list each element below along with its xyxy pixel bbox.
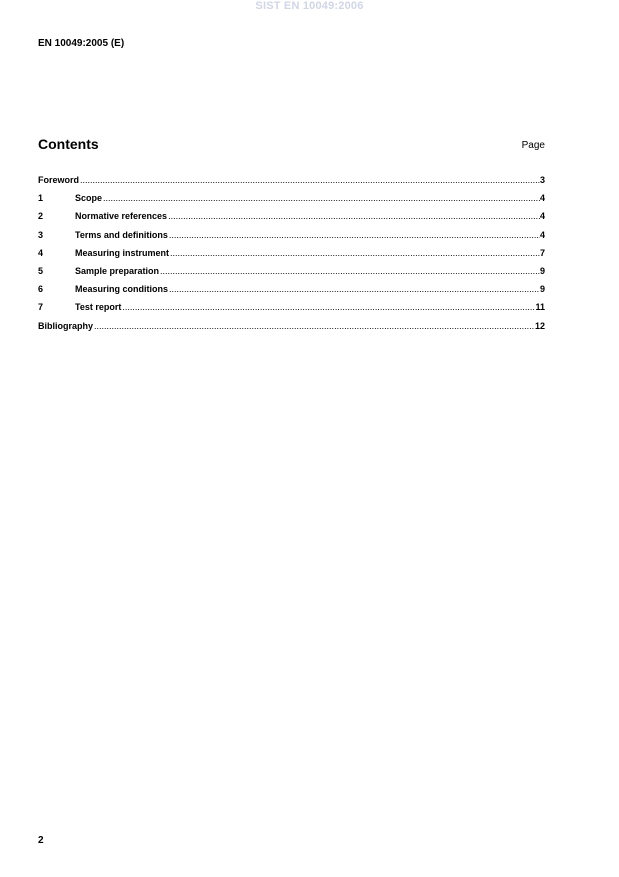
toc-entry-page: 9	[539, 265, 545, 276]
dot-leader	[169, 247, 540, 259]
dot-leader	[167, 210, 540, 222]
dot-leader	[79, 174, 540, 186]
toc-entry-normative-references[interactable]	[38, 210, 545, 228]
toc-entry-page: 12	[534, 320, 545, 331]
toc-entry-number: 1	[38, 193, 44, 204]
document-id-header: EN 10049:2005 (E)	[38, 38, 125, 49]
toc-entry-title: Terms and definitions	[75, 229, 168, 240]
toc-entry-title: Measuring instrument	[75, 247, 170, 258]
toc-entry-number: 7	[38, 302, 44, 313]
dot-leader	[168, 283, 540, 295]
toc-entry-page: 3	[539, 175, 545, 185]
toc-entry-page: 11	[535, 302, 545, 313]
dot-leader	[102, 192, 540, 204]
toc-entry-bibliography[interactable]	[38, 320, 545, 338]
dot-leader	[159, 265, 540, 277]
toc-entry-page: 4	[539, 211, 545, 222]
dot-leader	[121, 301, 535, 313]
toc-entry-title: Measuring conditions	[75, 284, 169, 295]
toc-entry-page: 4	[539, 193, 545, 204]
toc-entry-title: Test report	[75, 302, 122, 313]
toc-entry-title: Sample preparation	[75, 265, 160, 276]
toc-entry-title: Normative references	[75, 211, 168, 222]
table-of-contents	[38, 174, 545, 338]
toc-entry-test-report[interactable]	[38, 301, 545, 319]
toc-entry-number: 6	[38, 284, 44, 295]
page-column-label: Page	[521, 140, 545, 151]
toc-entry-measuring-instrument[interactable]	[38, 247, 545, 265]
toc-entry-terms-and-definitions[interactable]	[38, 229, 545, 247]
toc-entry-number: 3	[38, 229, 44, 240]
toc-entry-page: 4	[539, 229, 545, 240]
toc-entry-title: Foreword	[38, 175, 80, 185]
toc-entry-sample-preparation[interactable]	[38, 265, 545, 283]
toc-entry-foreword[interactable]	[38, 174, 545, 192]
toc-entry-number: 2	[38, 211, 44, 222]
contents-heading: Contents	[38, 136, 99, 152]
toc-entry-page: 9	[539, 284, 545, 295]
toc-entry-scope[interactable]	[38, 192, 545, 210]
page-number: 2	[38, 835, 44, 846]
toc-entry-number: 4	[38, 247, 44, 258]
dot-leader	[168, 229, 540, 241]
toc-entry-number: 5	[38, 265, 44, 276]
toc-entry-title: Scope	[75, 193, 103, 204]
toc-entry-measuring-conditions[interactable]	[38, 283, 545, 301]
toc-entry-title: Bibliography	[38, 320, 94, 331]
toc-entry-page: 7	[539, 247, 545, 258]
watermark: SIST EN 10049:2006	[255, 0, 364, 12]
dot-leader	[93, 320, 535, 332]
